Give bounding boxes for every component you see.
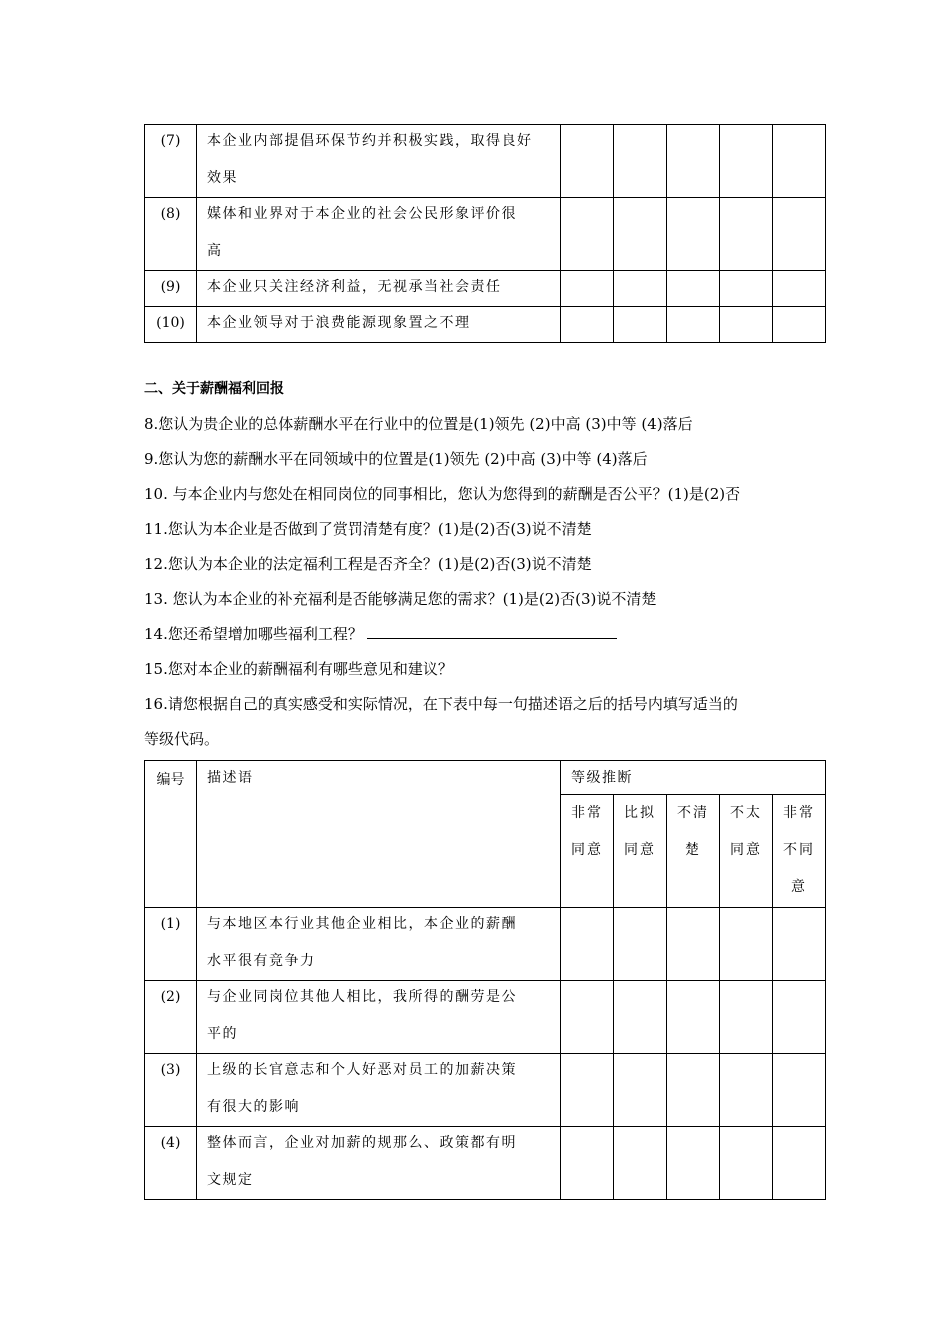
rating-cell[interactable] [614,1127,667,1200]
rating-cell[interactable] [667,1127,720,1200]
rating-cell[interactable] [720,125,773,198]
survey-table-salary [144,760,826,1200]
header-number: 编号 [145,761,197,908]
rating-cell[interactable] [667,271,720,307]
question-9: 9.您认为您的薪酬水平在同领域中的位置是(1)领先 (2)中高 (3)中等 (4)落后 [144,450,648,468]
question-14 [144,617,824,652]
rating-cell[interactable] [773,198,826,271]
rating-cell[interactable] [561,271,614,307]
row-number: (9) [145,271,197,307]
level-strongly-disagree: 非常 不同 意 [773,795,826,908]
question-14-text: 14.您还希望增加哪些福利工程？ [144,625,363,643]
rating-cell[interactable] [773,1127,826,1200]
row-description: 与企业同岗位其他人相比，我所得的酬劳是公 平的 [197,981,561,1054]
rating-cell[interactable] [614,271,667,307]
rating-cell[interactable] [773,1054,826,1127]
rating-cell[interactable] [561,1127,614,1200]
row-number: (7) [145,125,197,198]
table-row [145,271,826,307]
rating-cell[interactable] [720,1127,773,1200]
question-16-line2: 等级代码。 [144,730,220,748]
question-13: 13. 您认为本企业的补充福利是否能够满足您的需求？(1)是(2)否(3)说不清楚 [144,590,657,608]
table-row [145,198,826,271]
table-row [145,1127,826,1200]
rating-cell[interactable] [561,198,614,271]
rating-cell[interactable] [667,307,720,343]
rating-cell[interactable] [720,198,773,271]
row-number: (3) [145,1054,197,1127]
rating-cell[interactable] [667,908,720,981]
level-agree: 比拟 同意 [614,795,667,908]
question-15: 15.您对本企业的薪酬福利有哪些意见和建议？ [144,660,453,678]
table-row [145,125,826,198]
rating-cell[interactable] [720,271,773,307]
table-row [145,1054,826,1127]
rating-cell[interactable] [667,125,720,198]
table-row [145,981,826,1054]
row-description: 本企业只关注经济利益，无视承当社会责任 [197,271,561,307]
level-strongly-agree: 非常 同意 [561,795,614,908]
rating-cell[interactable] [614,307,667,343]
rating-cell[interactable] [561,1054,614,1127]
question-10: 10. 与本企业内与您处在相同岗位的同事相比，您认为您得到的薪酬是否公平？(1)是(2)否 [144,485,741,503]
row-description: 整体而言，企业对加薪的规那么、政策都有明 文规定 [197,1127,561,1200]
rating-cell[interactable] [614,981,667,1054]
level-disagree: 不太 同意 [720,795,773,908]
rating-cell[interactable] [561,307,614,343]
row-number: (1) [145,908,197,981]
section-salary-welfare [144,372,824,757]
rating-cell[interactable] [720,908,773,981]
table-header-row [145,761,826,795]
question-16-line1: 16.请您根据自己的真实感受和实际情况，在下表中每一句描述语之后的括号内填写适当的 [144,695,738,713]
rating-cell[interactable] [667,1054,720,1127]
rating-cell[interactable] [614,125,667,198]
rating-cell[interactable] [561,125,614,198]
row-description: 本企业内部提倡环保节约并积极实践，取得良好 效果 [197,125,561,198]
table-row [145,307,826,343]
row-number: (10) [145,307,197,343]
row-number: (2) [145,981,197,1054]
rating-cell[interactable] [720,981,773,1054]
table-row [145,908,826,981]
section-heading: 二、关于薪酬福利回报 [144,381,284,397]
row-number: (4) [145,1127,197,1200]
rating-cell[interactable] [561,981,614,1054]
question-11: 11.您认为本企业是否做到了赏罚清楚有度？(1)是(2)否(3)说不清楚 [144,520,592,538]
rating-cell[interactable] [614,908,667,981]
row-description: 本企业领导对于浪费能源现象置之不理 [197,307,561,343]
rating-cell[interactable] [561,908,614,981]
rating-cell[interactable] [614,198,667,271]
row-number: (8) [145,198,197,271]
answer-blank[interactable] [367,624,617,639]
question-8: 8.您认为贵企业的总体薪酬水平在行业中的位置是(1)领先 (2)中高 (3)中等 (4)落后 [144,415,693,433]
rating-cell[interactable] [720,307,773,343]
rating-cell[interactable] [773,307,826,343]
row-description: 上级的长官意志和个人好恶对员工的加薪决策 有很大的影响 [197,1054,561,1127]
rating-cell[interactable] [773,271,826,307]
rating-cell[interactable] [720,1054,773,1127]
header-rating: 等级推断 [561,761,826,795]
rating-cell[interactable] [614,1054,667,1127]
survey-table-social-responsibility [144,124,826,343]
rating-cell[interactable] [667,198,720,271]
row-description: 与本地区本行业其他企业相比，本企业的薪酬 水平很有竞争力 [197,908,561,981]
question-12: 12.您认为本企业的法定福利工程是否齐全？(1)是(2)否(3)说不清楚 [144,555,592,573]
level-unsure: 不清 楚 [667,795,720,908]
row-description: 媒体和业界对于本企业的社会公民形象评价很 高 [197,198,561,271]
rating-cell[interactable] [667,981,720,1054]
rating-cell[interactable] [773,981,826,1054]
rating-cell[interactable] [773,908,826,981]
header-description: 描述语 [197,761,561,908]
rating-cell[interactable] [773,125,826,198]
